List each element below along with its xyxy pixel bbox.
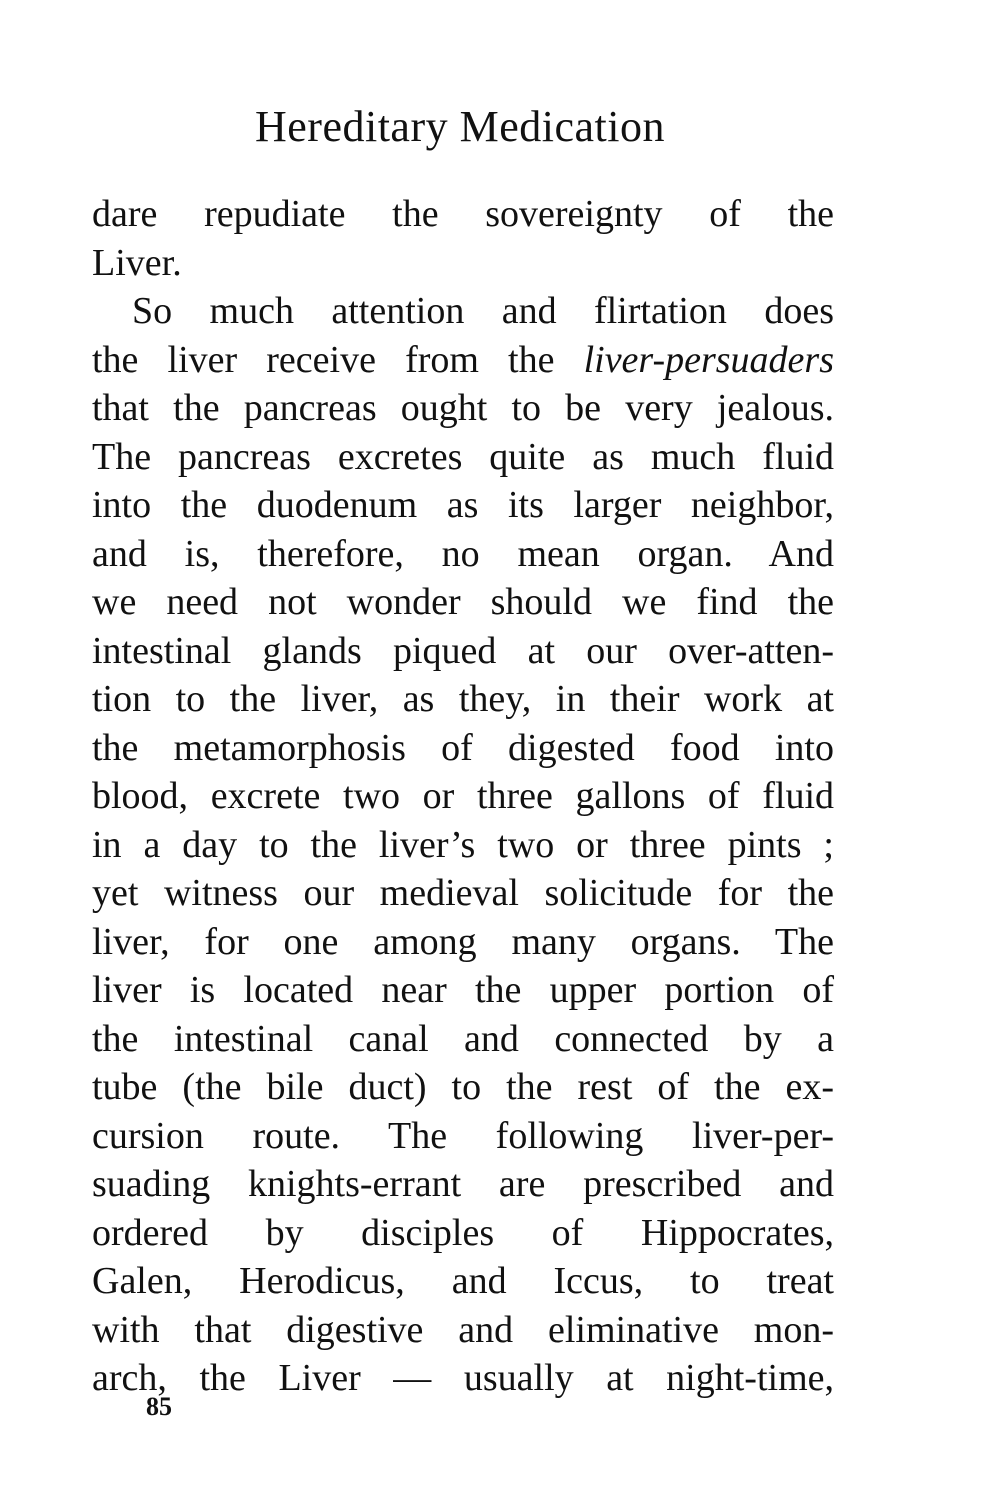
italic-term: liver-persuaders [583,338,834,381]
text-line: we need not wonder should we find the [92,581,834,623]
text-line: into the duodenum as its larger neighbor, [92,484,834,526]
text-line: dare repudiate the sovereignty of the [92,193,834,235]
text-line: liver is located near the upper portion of [92,969,834,1011]
text-line: that the pancreas ought to be very jealous. [92,387,834,429]
text-line: The pancreas excretes quite as much fluid [92,435,834,478]
text-line: yet witness our medieval solicitude for the [92,872,834,914]
text-line: arch, the Liver — usually at night-time, [92,1357,834,1399]
page-number: 85 [146,1392,172,1421]
text-line: tube (the bile duct) to the rest of the ex- [92,1066,834,1108]
text-line: Liver. [92,241,182,284]
text-line: blood, excrete two or three gallons of fluid [92,775,834,817]
text-line: tion to the liver, as they, in their work at [92,678,834,720]
paragraph-first-line: So much attention and flirtation does [132,290,834,332]
text-line: liver, for one among many organs. The [92,920,834,963]
text-line: the intestinal canal and connected by a [92,1017,834,1060]
text-line: Galen, Herodicus, and Iccus, to treat [92,1260,834,1302]
text-line: with that digestive and eliminative mon- [92,1308,834,1351]
text-line-with-italic [92,336,834,385]
text-line: the metamorphosis of digested food into [92,726,834,769]
text-line: ordered by disciples of Hippocrates, [92,1211,834,1254]
text-line: and is, therefore, no mean organ. And [92,532,834,575]
text-segment: the liver receive from the [92,338,584,381]
text-line: intestinal glands piqued at our over-atten- [92,629,834,672]
page-body-text [92,190,834,1403]
running-header: Hereditary Medication [254,102,665,151]
text-line: cursion route. The following liver-per- [92,1114,834,1157]
text-line: suading knights-errant are prescribed and [92,1163,834,1205]
text-line: in a day to the liver’s two or three pints ; [92,823,834,866]
